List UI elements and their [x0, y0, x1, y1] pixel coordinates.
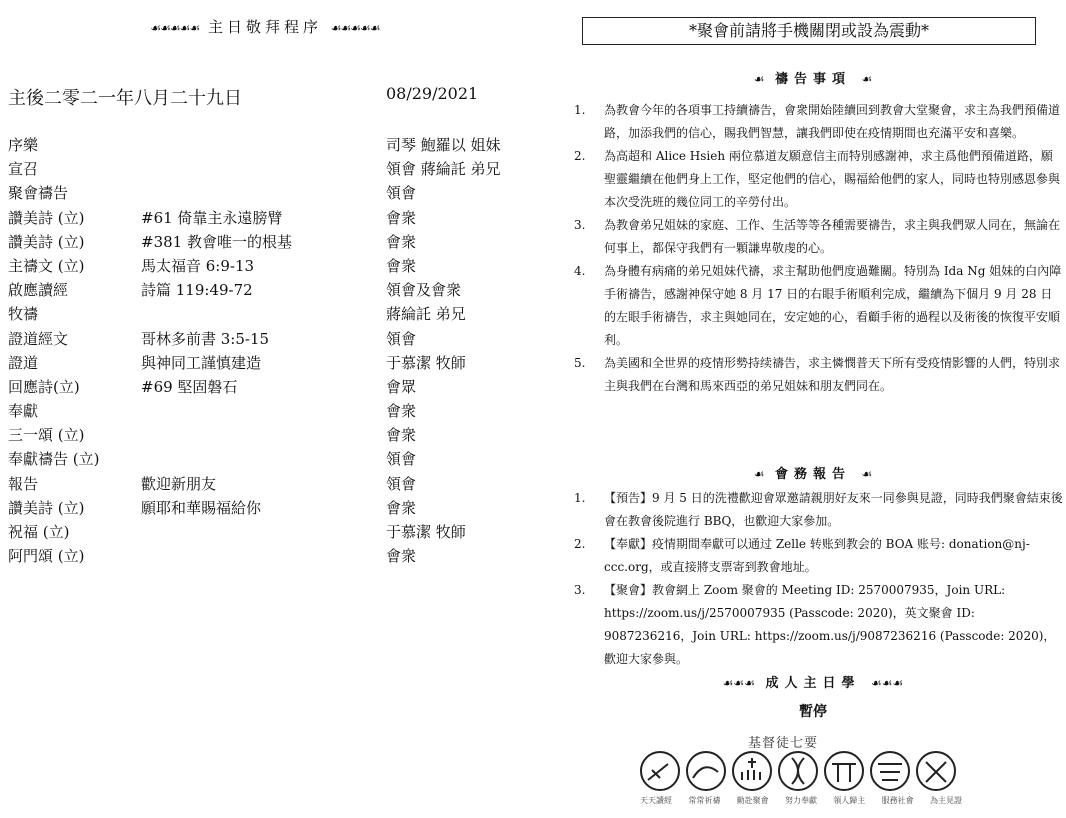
- order-item: 讚美詩 (立): [8, 498, 85, 517]
- order-leader: 會衆: [386, 232, 417, 251]
- seven-essentials-labels: [640, 795, 962, 806]
- sunday-school-heading: [560, 672, 1066, 691]
- item-number: 1.: [574, 491, 586, 505]
- sunday-school-title: 成人主日學: [765, 676, 861, 691]
- order-leader: 會衆: [386, 426, 417, 445]
- item-text: 為教會今年的各項事工持續禱告，會衆開始陸續回到教會大堂聚會，求主為我們預備道路，加添我們的信心，賜我們智慧，讓我們即使在疫情期間也充滿平安和喜樂。: [604, 103, 1061, 140]
- order-list: [8, 134, 538, 569]
- ornament-right: ☙☙☙: [871, 676, 904, 690]
- offering-mark: [792, 758, 804, 784]
- order-leader: 領會: [386, 184, 417, 203]
- ornament: ☙: [753, 72, 765, 86]
- prayer-mark: [693, 767, 718, 778]
- order-detail: #381 教會唯一的根基: [141, 232, 292, 251]
- item-text: 為高超和 Alice Hsieh 兩位慕道友願意信主而特別感謝神，求主爲他們預備道路，願聖靈繼續在他們身上工作，堅定他們的信心，賜福給他們的家人，同時也特別感恩參與本次受洗班的幾位同工的辛勞付出。: [604, 149, 1061, 209]
- order-detail: 馬太福音 6:9-13: [141, 256, 255, 275]
- order-item: 宣召: [8, 160, 39, 179]
- order-row: [8, 400, 538, 424]
- ornament-right: ☙☙☙☙☙: [330, 21, 380, 35]
- order-leader: 蔣綸託 弟兄: [386, 305, 466, 324]
- list-item: [574, 145, 1064, 214]
- order-row: [8, 448, 538, 472]
- essential-label: 服務社會: [881, 796, 914, 805]
- prayer-heading: [560, 68, 1066, 87]
- item-number: 3.: [574, 218, 586, 232]
- order-leader: 會衆: [386, 498, 417, 517]
- order-row: [8, 279, 538, 303]
- ornament: ☙: [753, 467, 765, 481]
- order-row: [8, 497, 538, 521]
- ornament-left: ☙☙☙☙☙: [150, 21, 200, 35]
- order-item: 三一頌 (立): [8, 426, 85, 445]
- order-detail: #61 倚靠主永遠膀臂: [141, 208, 283, 227]
- order-item: 奉獻禱告 (立): [8, 450, 100, 469]
- item-number: 3.: [574, 583, 586, 597]
- service-mark: [878, 764, 902, 780]
- order-leader: 領會: [386, 474, 417, 493]
- item-text: 為教會弟兄姐妹的家庭、工作、生活等等各種需要禱告，求主與我們眾人同在，無論在何事上，都保守我們有一顆謙卑敬虔的心。: [604, 218, 1061, 255]
- order-leader: 會眾: [386, 377, 417, 396]
- order-row: [8, 207, 538, 231]
- item-text: 【奉獻】疫情期間奉獻可以通过 Zelle 转账到教会的 BOA 账号: donation@nj-ccc.org，或直接將支票寄到教會地址。: [604, 537, 1030, 574]
- order-detail: #69 堅固磐石: [141, 377, 238, 396]
- prayer-list: [574, 99, 1064, 398]
- order-detail: 歡迎新朋友: [141, 474, 217, 493]
- list-item: [574, 260, 1064, 352]
- order-item: 證道: [8, 353, 39, 372]
- seven-essentials-title: 基督徒七要: [748, 736, 819, 751]
- order-row: [8, 521, 538, 545]
- order-leader: 會衆: [386, 208, 417, 227]
- item-text: 【預告】9 月 5 日的洗禮歡迎會眾邀請親朋好友來一同參與見證，同時我們聚會結束後會在教會後院進行 BBQ，也歡迎大家參加。: [604, 491, 1063, 528]
- list-item: [574, 487, 1064, 533]
- order-row: [8, 134, 538, 158]
- order-row: [8, 376, 538, 400]
- seven-essentials-icons: [638, 750, 962, 792]
- order-item: 祝福 (立): [8, 523, 70, 541]
- phone-notice: *聚會前請將手機關閉或設為震動*: [582, 17, 1036, 45]
- essential-label: 努力奉獻: [784, 796, 817, 805]
- order-item: 牧禱: [8, 305, 39, 324]
- sunday-school-status: 暫停: [799, 704, 827, 720]
- essential-label: 勤赴聚會: [736, 796, 769, 805]
- order-detail: 願耶和華賜福給你: [141, 498, 262, 517]
- item-number: 5.: [574, 356, 586, 370]
- order-title: [85, 16, 445, 37]
- order-item: 證道經文: [8, 329, 69, 348]
- order-row: [8, 473, 538, 497]
- order-item: 序樂: [8, 136, 39, 154]
- order-row: [8, 182, 538, 206]
- evangelism-mark: [832, 764, 856, 782]
- order-leader: 領會: [386, 450, 417, 469]
- witness-mark: [926, 762, 946, 782]
- prayer-title: 禱告事項: [774, 72, 851, 87]
- item-number: 1.: [574, 103, 586, 117]
- bible-reading-mark: [648, 764, 668, 780]
- essential-label: 常常祈禱: [688, 796, 721, 805]
- order-row: [8, 545, 538, 569]
- order-row: [8, 255, 538, 279]
- order-leader: 領會及會衆: [386, 281, 462, 300]
- order-item: 聚會禱告: [8, 184, 69, 203]
- ornament: ☙: [861, 72, 873, 86]
- list-item: [574, 533, 1064, 579]
- ornament: ☙: [861, 467, 873, 481]
- item-number: 2.: [574, 149, 586, 163]
- order-item: 報告: [8, 474, 39, 493]
- order-leader: 于慕潔 牧師: [386, 523, 466, 541]
- item-number: 2.: [574, 537, 586, 551]
- essential-label: 天天讀經: [640, 796, 672, 805]
- meeting-icon: [733, 752, 771, 790]
- order-item: 回應詩(立): [8, 377, 80, 396]
- order-row: [8, 328, 538, 352]
- order-title-text: 主日敬拜程序: [207, 18, 322, 36]
- essential-label: 領人歸主: [833, 796, 866, 805]
- order-row: [8, 231, 538, 255]
- order-item: 主禱文 (立): [8, 256, 85, 275]
- item-number: 4.: [574, 264, 586, 278]
- item-text: 為身體有病痛的弟兄姐妹代禱，求主幫助他們度過難關。特別為 Ida Ng 姐妹的白內障手術禱告，感謝神保守她 8 月 17 日的右眼手術順利完成，繼續為下個月 9 月 28 日的左眼手術禱告，求主與她同在，安定她的心，看顧手術的過程以及術後的恢復平安順利。: [604, 264, 1062, 347]
- order-leader: 司琴 鮑羅以 姐妹: [386, 136, 501, 154]
- order-leader: 于慕潔 牧師: [386, 353, 466, 372]
- order-leader: 會衆: [386, 547, 417, 566]
- order-item: 讚美詩 (立): [8, 232, 85, 251]
- affairs-list: [574, 487, 1064, 671]
- order-row: [8, 303, 538, 327]
- order-item: 阿門頌 (立): [8, 547, 85, 566]
- order-detail: 詩篇 119:49-72: [141, 281, 253, 300]
- list-item: [574, 99, 1064, 145]
- announcements-column: [560, 0, 1066, 818]
- item-text: 為美國和全世界的疫情形勢持续禱告，求主憐憫普天下所有受疫情影響的人們，特別求主與我們在台灣和馬來西亞的弟兄姐妹和朋友們同在。: [604, 356, 1061, 393]
- order-row: [8, 424, 538, 448]
- order-item: 啟應讀經: [8, 281, 69, 300]
- order-leader: 會衆: [386, 256, 417, 275]
- meeting-mark: [742, 758, 760, 780]
- list-item: [574, 579, 1064, 671]
- date-english: 08/29/2021: [386, 84, 479, 103]
- date-chinese: 主後二零二一年八月二十九日: [8, 88, 242, 109]
- list-item: [574, 352, 1064, 398]
- affairs-title: 會務報告: [774, 467, 851, 482]
- order-row: [8, 352, 538, 376]
- order-row: [8, 158, 538, 182]
- essential-label: 為主見證: [929, 796, 962, 805]
- item-text: 【聚會】教會網上 Zoom 聚會的 Meeting ID: 2570007935，Join URL: https://zoom.us/j/2570007935 (Passcode: 2020)，英文聚會 ID: 9087236216，Join URL: https://zoom.us/j/9087236216 (Passcode: 2020)，歡迎大家參與。: [604, 583, 1056, 666]
- order-leader: 領會: [386, 329, 417, 348]
- order-detail: 哥林多前書 3:5-15: [141, 329, 270, 348]
- order-leader: 會衆: [386, 402, 417, 421]
- evangelism-icon: [825, 752, 863, 790]
- affairs-heading: [560, 463, 1066, 482]
- order-item: 讚美詩 (立): [8, 208, 85, 227]
- order-detail: 與神同工謹慎建造: [141, 353, 262, 372]
- order-item: 奉獻: [8, 402, 39, 421]
- prayer-icon: [687, 752, 725, 790]
- ornament-left: ☙☙☙: [722, 676, 755, 690]
- list-item: [574, 214, 1064, 260]
- order-leader: 領會 蔣綸託 弟兄: [386, 160, 501, 179]
